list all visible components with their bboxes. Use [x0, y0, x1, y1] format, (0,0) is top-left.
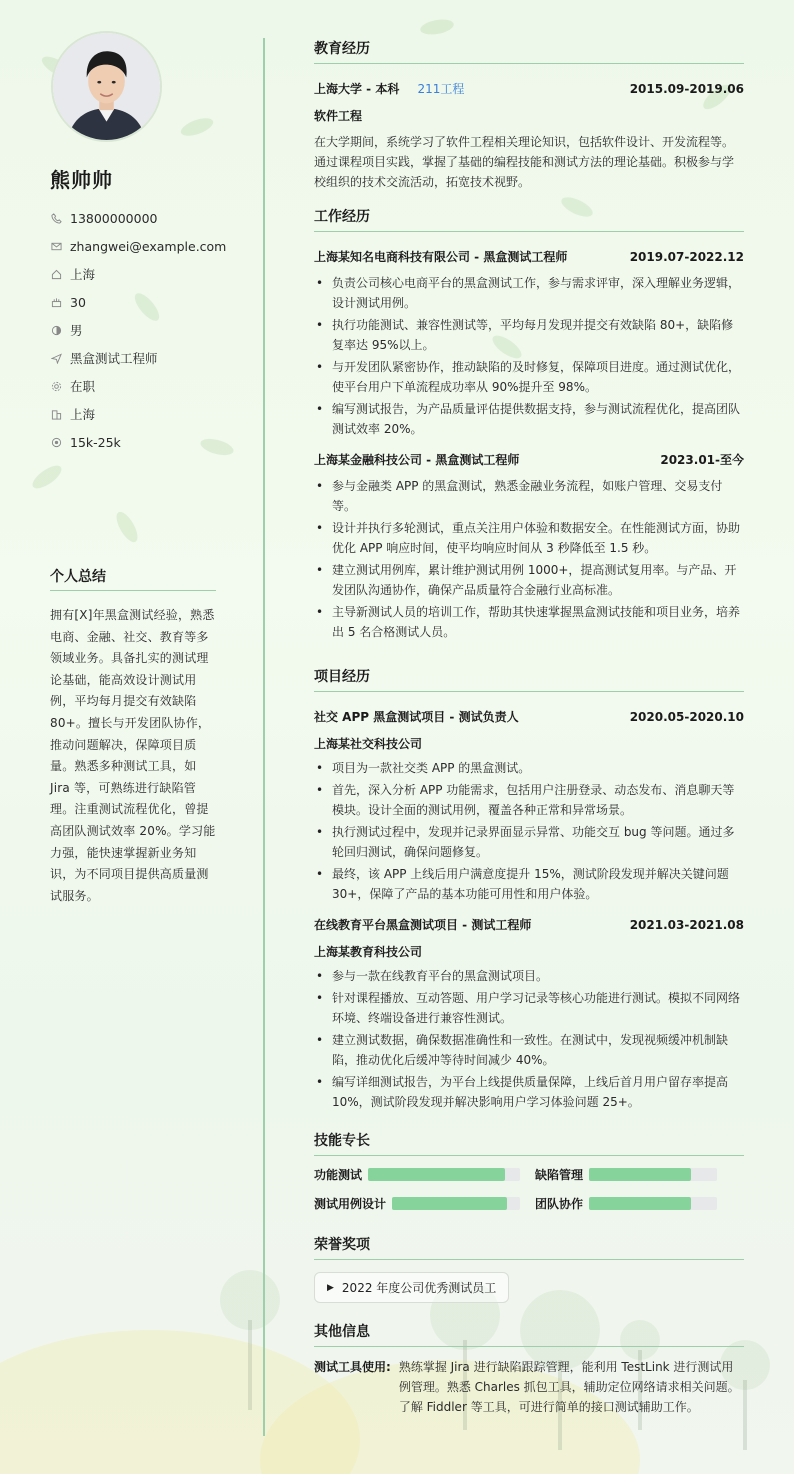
info-gender	[50, 316, 250, 344]
list-item: • 针对课程播放、互动答题、用户学习记录等核心功能进行测试。模拟不同网络环境、终端设备进行兼容性测试。	[314, 988, 744, 1028]
education-school: 上海大学 - 本科	[314, 82, 400, 96]
skill-fill	[392, 1197, 507, 1210]
info-salary-text: 15k-25k	[70, 434, 121, 450]
project-period: 2020.05-2020.10	[629, 710, 744, 724]
project-heading: 在线教育平台黑盒测试项目 - 测试工程师	[314, 918, 532, 932]
skill-bar	[368, 1168, 520, 1181]
skill-name: 缺陷管理	[535, 1168, 584, 1182]
project-row	[314, 708, 744, 725]
list-item: • 编写详细测试报告，为平台上线提供质量保障，上线后首月用户留存率提高 10%，测试阶段发现并解决影响用户学习体验问题 25+。	[314, 1072, 744, 1112]
info-phone	[50, 204, 250, 232]
list-item: • 主导新测试人员的培训工作，帮助其快速掌握黑盒测试技能和项目业务，培养出 5 名合格测试人员。	[314, 602, 744, 642]
project-heading: 社交 APP 黑盒测试项目 - 测试负责人	[314, 710, 519, 724]
job-bullets	[314, 476, 744, 642]
skill-bar	[392, 1197, 520, 1210]
other-row	[314, 1357, 744, 1417]
project-row	[314, 916, 744, 933]
project-bullets	[314, 758, 744, 904]
job-row	[314, 248, 744, 265]
age-icon	[50, 296, 62, 308]
education-title: 教育经历	[314, 38, 744, 64]
skill-item	[314, 1166, 535, 1183]
other-value: 熟练掌握 Jira 进行缺陷跟踪管理，能利用 TestLink 进行测试用例管理。熟悉 Charles 抓包工具，辅助定位网络请求相关问题。了解 Fiddler 等工具，可进行简单的接口测试辅助工作。	[398, 1360, 740, 1414]
skill-name: 团队协作	[535, 1197, 584, 1211]
skill-item	[314, 1195, 535, 1212]
info-home	[50, 260, 250, 288]
awards-section	[314, 1234, 744, 1303]
list-item: • 与开发团队紧密协作，推动缺陷的及时修复，保障项目进度。通过测试优化，使平台用户下单流程成功率从 90%提升至 98%。	[314, 357, 744, 397]
award-text: 2022 年度公司优秀测试员工	[341, 1281, 497, 1295]
info-salary	[50, 428, 250, 456]
info-age-text: 30	[70, 294, 86, 310]
education-major: 软件工程	[314, 109, 363, 123]
list-item: • 首先，深入分析 APP 功能需求，包括用户注册登录、动态发布、消息聊天等模块。设计全面的测试用例，覆盖各种正常和异常场景。	[314, 780, 744, 820]
skill-name: 测试用例设计	[314, 1197, 387, 1211]
skill-fill	[589, 1168, 691, 1181]
education-desc: 在大学期间，系统学习了软件工程相关理论知识，包括软件设计、开发流程等。通过课程项目实践，掌握了基础的编程技能和测试方法的理论基础。积极参与学校组织的技术交流活动，拓宽技术视野。	[314, 135, 735, 189]
info-city-text: 上海	[70, 407, 96, 422]
list-item: • 建立测试用例库，累计维护测试用例 1000+，提高测试复用率。与产品、开发团队沟通协作，确保产品质量符合金融行业高标准。	[314, 560, 744, 600]
skills-section	[314, 1130, 744, 1212]
list-item: • 执行功能测试、兼容性测试等，平均每月发现并提交有效缺陷 80+，缺陷修复率达 95%以上。	[314, 315, 744, 355]
job-heading: 上海某知名电商科技有限公司 - 黑盒测试工程师	[314, 250, 568, 264]
list-item: • 参与一款在线教育平台的黑盒测试项目。	[314, 966, 744, 986]
job-row	[314, 451, 744, 468]
award-item[interactable]	[314, 1272, 509, 1303]
summary-title: 个人总结	[50, 566, 216, 591]
work-section	[314, 206, 744, 642]
info-gender-text: 男	[70, 323, 83, 338]
list-item: • 最终，该 APP 上线后用户满意度提升 15%，测试阶段发现并解决关键问题 30+，保障了产品的基本功能可用性和用户体验。	[314, 864, 744, 904]
avatar-photo	[53, 33, 160, 140]
info-home-text: 上海	[70, 267, 96, 282]
info-email-text: zhangwei@example.com	[70, 238, 227, 254]
project-company: 上海某教育科技公司	[314, 945, 423, 959]
skill-item	[535, 1166, 744, 1183]
project-bullets	[314, 966, 744, 1112]
info-email	[50, 232, 250, 260]
city-icon	[50, 408, 62, 420]
avatar	[51, 31, 162, 142]
skills-title: 技能专长	[314, 1130, 744, 1156]
other-key: 测试工具使用:	[314, 1360, 391, 1374]
list-item: • 项目为一款社交类 APP 的黑盒测试。	[314, 758, 744, 778]
list-item: • 建立测试数据，确保数据准确性和一致性。在测试中，发现视频缓冲机制缺陷，推动优化后缓冲等待时间减少 40%。	[314, 1030, 744, 1070]
skill-fill	[368, 1168, 505, 1181]
list-item: • 设计并执行多轮测试，重点关注用户体验和数据安全。在性能测试方面，协助优化 APP 响应时间，使平均响应时间从 3 秒降低至 1.5 秒。	[314, 518, 744, 558]
awards-title: 荣誉奖项	[314, 1234, 744, 1260]
job-bullets	[314, 273, 744, 439]
candidate-name: 熊帅帅	[50, 168, 113, 192]
summary-section	[50, 566, 216, 907]
status-icon	[50, 380, 62, 392]
info-status	[50, 372, 250, 400]
work-title: 工作经历	[314, 206, 744, 232]
list-item: • 负责公司核心电商平台的黑盒测试工作，参与需求评审，深入理解业务逻辑，设计测试用例。	[314, 273, 744, 313]
job-heading: 上海某金融科技公司 - 黑盒测试工程师	[314, 453, 520, 467]
home-icon	[50, 268, 62, 280]
education-period: 2015.09-2019.06	[629, 82, 744, 96]
skills-grid	[314, 1166, 744, 1212]
education-tag: 211工程	[417, 82, 465, 96]
other-section	[314, 1321, 744, 1417]
skill-bar	[589, 1168, 717, 1181]
info-position-text: 黑盒测试工程师	[70, 351, 158, 366]
skill-fill	[589, 1197, 691, 1210]
info-status-text: 在职	[70, 379, 96, 394]
list-item: • 执行测试过程中，发现并记录界面显示异常、功能交互 bug 等问题。通过多轮回归测试，确保问题修复。	[314, 822, 744, 862]
job-period: 2023.01-至今	[660, 453, 744, 467]
skill-bar	[589, 1197, 717, 1210]
projects-title: 项目经历	[314, 666, 744, 692]
project-period: 2021.03-2021.08	[629, 918, 744, 932]
info-city	[50, 400, 250, 428]
info-position	[50, 344, 250, 372]
skill-name: 功能测试	[314, 1168, 363, 1182]
main-content	[314, 38, 744, 1417]
phone-icon	[50, 212, 62, 224]
column-divider	[263, 38, 265, 1436]
project-company: 上海某社交科技公司	[314, 737, 423, 751]
education-section	[314, 38, 744, 192]
list-item: • 编写测试报告，为产品质量评估提供数据支持，参与测试流程优化，提高团队测试效率 20%。	[314, 399, 744, 439]
job-period: 2019.07-2022.12	[629, 250, 744, 264]
education-row	[314, 80, 744, 97]
gender-icon	[50, 324, 62, 336]
skill-item	[535, 1195, 744, 1212]
sidebar	[0, 0, 264, 1474]
summary-text: 拥有[X]年黑盒测试经验，熟悉电商、金融、社交、教育等多领域业务。具备扎实的测试理论基础，能高效设计测试用例，平均每月提交有效缺陷80+。擅长与开发团队协作，推动问题解决，保障项目质量。熟悉多种测试工具，如Jira 等，可熟练进行缺陷管理。注重测试流程优化，曾提高团队测试效率 20%。学习能力强，能快速掌握新业务知识，为不同项目提供高质量测试服务。	[50, 608, 216, 903]
play-triangle-icon: ▶	[327, 1282, 334, 1293]
info-age	[50, 288, 250, 316]
contact-info-list	[50, 204, 250, 456]
email-icon	[50, 240, 62, 252]
projects-section	[314, 666, 744, 1112]
position-icon	[50, 352, 62, 364]
other-title: 其他信息	[314, 1321, 744, 1347]
info-phone-text: 13800000000	[70, 210, 158, 226]
list-item: • 参与金融类 APP 的黑盒测试，熟悉金融业务流程，如账户管理、交易支付等。	[314, 476, 744, 516]
salary-icon	[50, 436, 62, 448]
